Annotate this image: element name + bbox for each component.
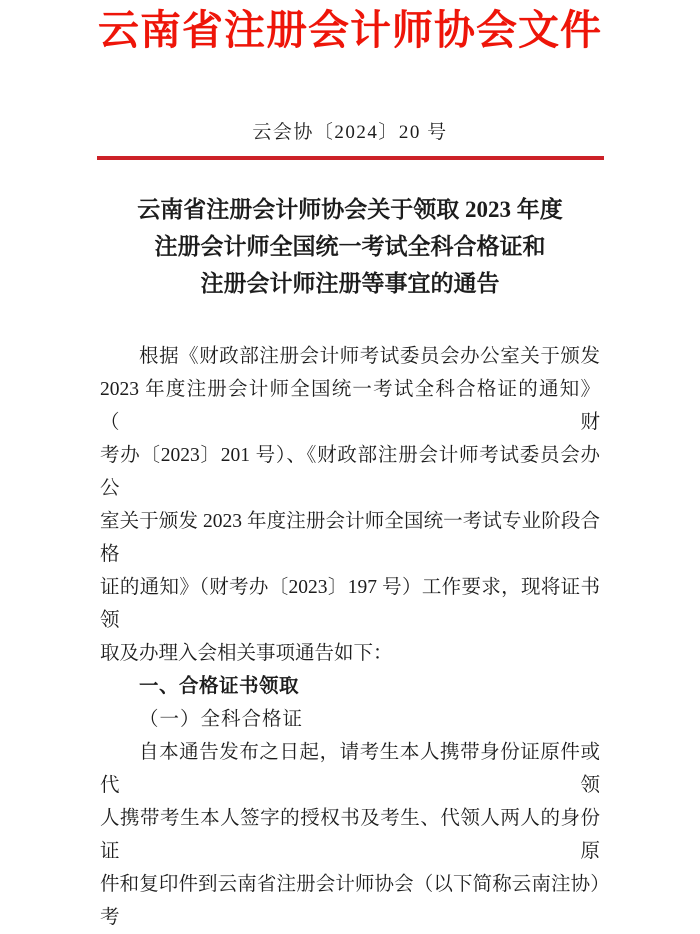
paragraph1-line-5: 证的通知》（财考办〔2023〕197 号）工作要求，现将证书领 [100, 577, 600, 631]
section-heading: 一、合格证书领取 [139, 675, 300, 697]
paragraph1-line-1: 根据《财政部注册会计师考试委员会办公室关于颁发 [139, 346, 600, 367]
notice-title-line-3: 注册会计师注册等事宜的通告 [200, 271, 500, 296]
paragraph2-line-1: 自本通告发布之日起，请考生本人携带身份证原件或代领 [100, 742, 600, 796]
body-text [100, 340, 600, 934]
red-divider-line [97, 156, 604, 160]
subsection-heading: （一）全科合格证 [139, 709, 304, 730]
paragraph1-line-2: 2023 年度注册会计师全国统一考试全科合格证的通知》（财 [100, 379, 600, 433]
paragraph1-line-4: 室关于颁发 2023 年度注册会计师全国统一考试专业阶段合格 [100, 511, 600, 565]
notice-title-line-1: 云南省注册会计师协会关于领取 2023 年度 [137, 197, 563, 222]
paragraph1-line-6: 取及办理入会相关事项通告如下： [100, 643, 393, 664]
paragraph2-line-3: 件和复印件到云南省注册会计师协会（以下简称云南注协）考 [100, 874, 600, 928]
letterhead-title: 云南省注册会计师协会文件 [98, 7, 602, 53]
notice-title-line-2: 注册会计师全国统一考试全科合格证和 [154, 234, 546, 259]
paragraph1-line-3: 考办〔2023〕201 号）、《财政部注册会计师考试委员会办公 [100, 445, 600, 499]
notice-title [0, 191, 700, 302]
paragraph2-line-2: 人携带考生本人签字的授权书及考生、代领人两人的身份证原 [100, 808, 600, 862]
document-number: 云会协〔2024〕20 号 [252, 122, 448, 143]
